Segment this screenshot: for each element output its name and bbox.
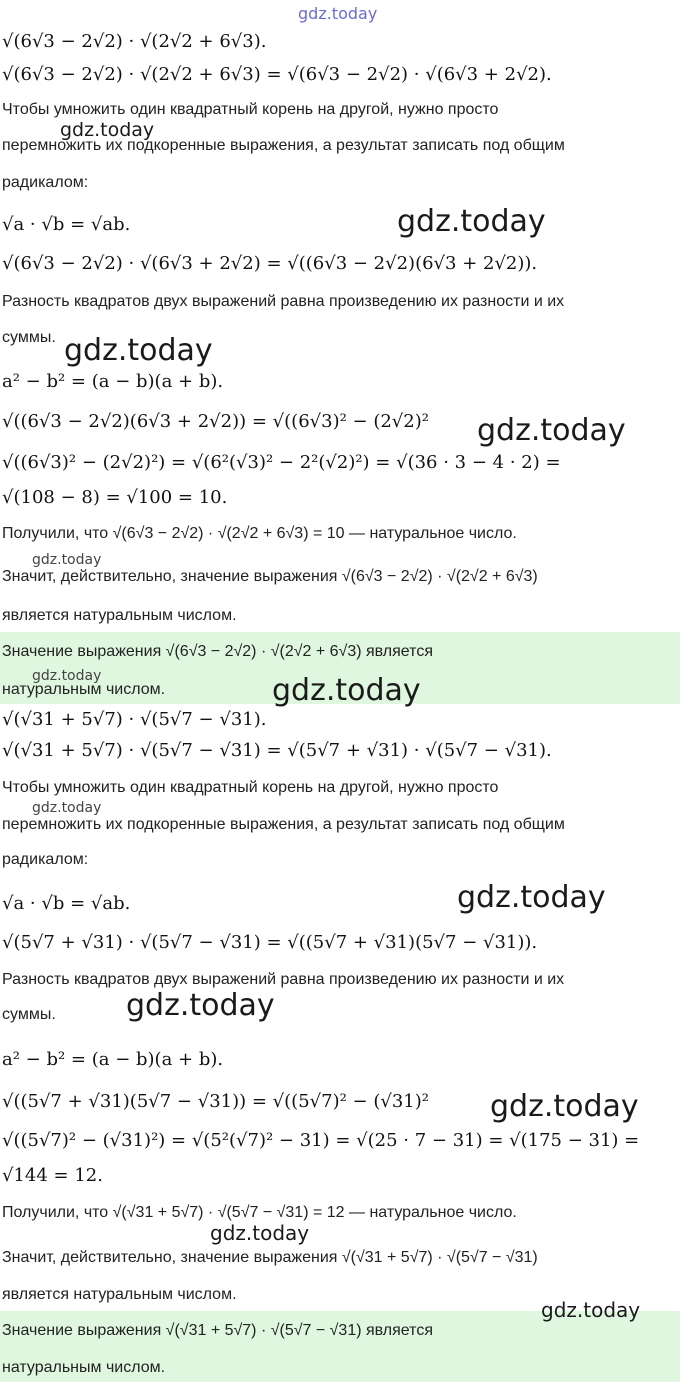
watermark: gdz.today (32, 800, 102, 816)
conclusion-text: Значит, действительно, значение выражения √(6√3 − 2√2) · √(2√2 + 6√3) (2, 568, 538, 585)
equation-line: √((6√3 − 2√2)(6√3 + 2√2)) = √((6√3)² − (2√2)² (2, 411, 429, 432)
expression-line: √(6√3 − 2√2) · √(2√2 + 6√3). (2, 31, 267, 52)
equation-line: √((5√7 + √31)(5√7 − √31)) = √((5√7)² − (√31)² (2, 1091, 429, 1112)
formula-line: a² − b² = (a − b)(a + b). (2, 1049, 224, 1070)
explanation-text: перемножить их подкоренные выражения, а результат записать под общим (2, 816, 565, 833)
watermark: gdz.today (490, 1089, 639, 1124)
explanation-text: перемножить их подкоренные выражения, а результат записать под общим (2, 137, 565, 154)
explanation-text: Разность квадратов двух выражений равна произведению их разности и их (2, 293, 565, 310)
watermark: gdz.today (64, 333, 213, 368)
conclusion-text: является натуральным числом. (2, 607, 237, 624)
watermark: gdz.today (32, 668, 102, 684)
conclusion-text: Значит, действительно, значение выражения √(√31 + 5√7) · √(5√7 − √31) (2, 1249, 538, 1266)
explanation-text: Разность квадратов двух выражений равна произведению их разности и их (2, 971, 565, 988)
explanation-text: суммы. (2, 1006, 56, 1023)
watermark: gdz.today (298, 4, 378, 23)
formula-line: a² − b² = (a − b)(a + b). (2, 371, 224, 392)
explanation-text: радикалом: (2, 174, 89, 191)
equation-line: √(5√7 + √31) · √(5√7 − √31) = √((5√7 + √31)(5√7 − √31)). (2, 932, 538, 953)
formula-line: √a · √b = √ab. (2, 893, 131, 914)
watermark: gdz.today (210, 1221, 310, 1245)
equation-line: √(108 − 8) = √100 = 10. (2, 487, 228, 508)
watermark: gdz.today (272, 673, 421, 708)
answer-text: натуральным числом. (2, 681, 166, 698)
watermark: gdz.today (457, 880, 606, 915)
equation-line: √(6√3 − 2√2) · √(2√2 + 6√3) = √(6√3 − 2√2) · √(6√3 + 2√2). (2, 64, 552, 85)
equation-line: √(6√3 − 2√2) · √(6√3 + 2√2) = √((6√3 − 2√2)(6√3 + 2√2)). (2, 253, 538, 274)
expression-line: √(√31 + 5√7) · √(5√7 − √31). (2, 709, 267, 730)
watermark: gdz.today (477, 413, 626, 448)
watermark: gdz.today (397, 204, 546, 239)
equation-line: √((6√3)² − (2√2)²) = √(6²(√3)² − 2²(√2)²) = √(36 · 3 − 4 · 2) = (2, 452, 561, 473)
explanation-text: суммы. (2, 329, 56, 346)
explanation-text: Чтобы умножить один квадратный корень на другой, нужно просто (2, 101, 499, 118)
equation-line: √(√31 + 5√7) · √(5√7 − √31) = √(5√7 + √31) · √(5√7 − √31). (2, 740, 552, 761)
conclusion-text: является натуральным числом. (2, 1286, 237, 1303)
watermark: gdz.today (60, 119, 155, 141)
answer-text: натуральным числом. (2, 1359, 166, 1376)
explanation-text: радикалом: (2, 851, 89, 868)
watermark: gdz.today (32, 552, 102, 568)
conclusion-text: Получили, что √(√31 + 5√7) · √(5√7 − √31) = 12 — натуральное число. (2, 1204, 517, 1221)
watermark: gdz.today (541, 1298, 641, 1322)
explanation-text: Чтобы умножить один квадратный корень на другой, нужно просто (2, 779, 499, 796)
answer-text: Значение выражения √(√31 + 5√7) · √(5√7 − √31) является (2, 1322, 433, 1339)
conclusion-text: Получили, что √(6√3 − 2√2) · √(2√2 + 6√3) = 10 — натуральное число. (2, 525, 517, 542)
equation-line: √144 = 12. (2, 1165, 103, 1186)
formula-line: √a · √b = √ab. (2, 214, 131, 235)
equation-line: √((5√7)² − (√31)²) = √(5²(√7)² − 31) = √(25 · 7 − 31) = √(175 − 31) = (2, 1130, 640, 1151)
answer-text: Значение выражения √(6√3 − 2√2) · √(2√2 + 6√3) является (2, 643, 433, 660)
watermark: gdz.today (126, 988, 275, 1023)
